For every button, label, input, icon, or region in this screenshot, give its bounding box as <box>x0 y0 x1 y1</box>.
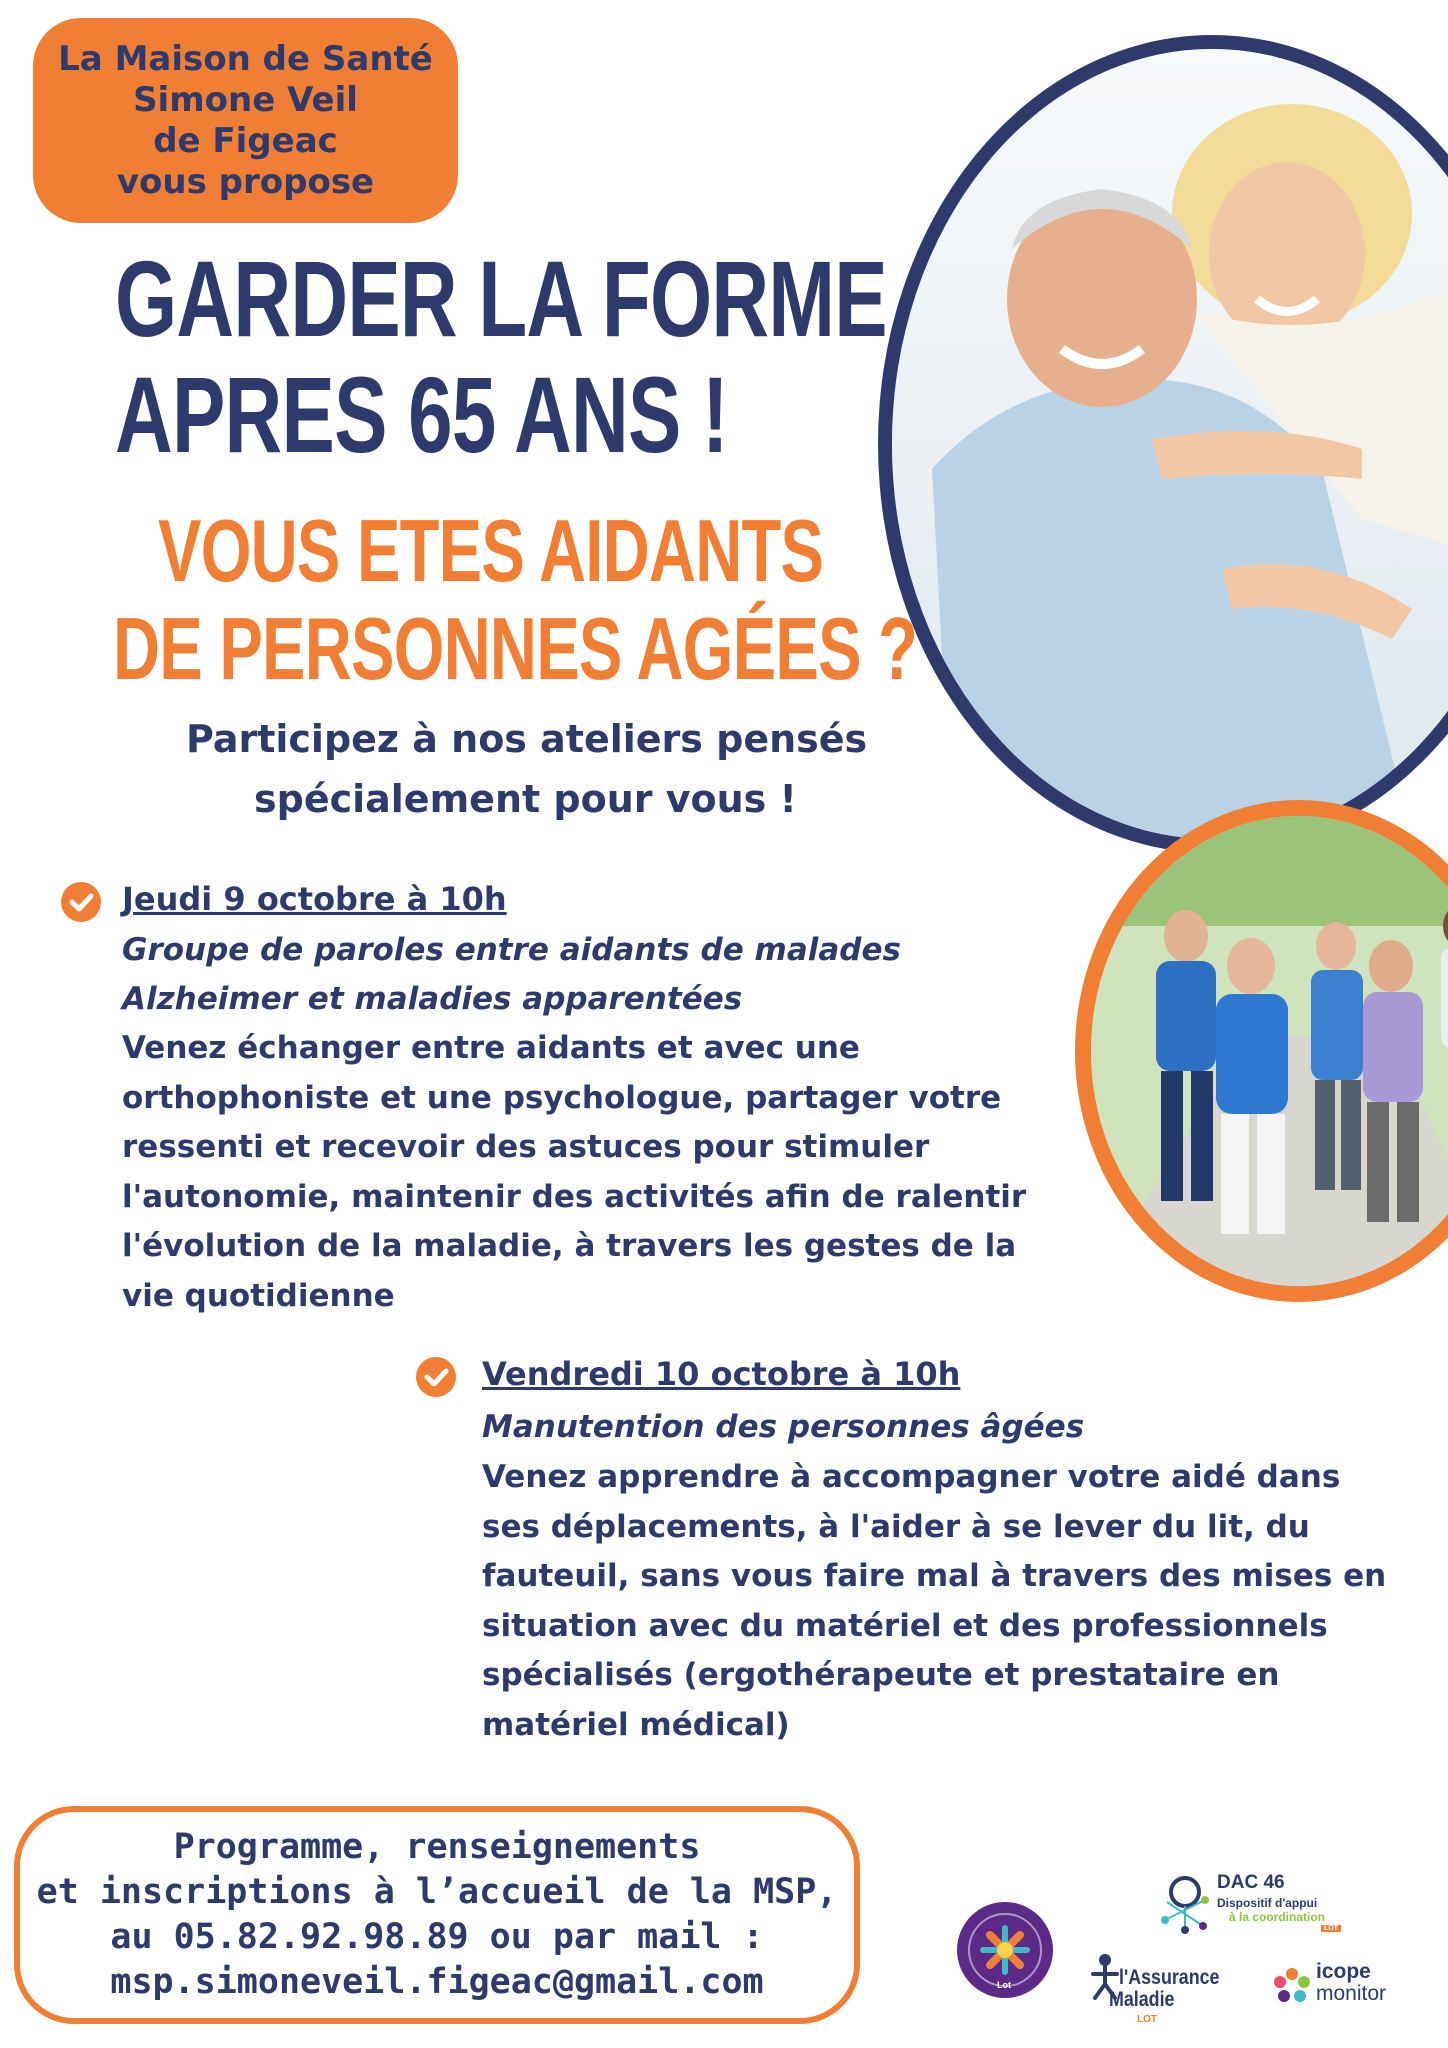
event-2-desc-line: fauteuil, sans vous faire mal à travers des mises en <box>482 1558 1387 1594</box>
event-2-title <box>482 1403 1084 1452</box>
event-1-description <box>122 1024 1026 1321</box>
intro-line-1: Participez à nos ateliers pensés <box>186 717 868 761</box>
intro-line-2: spécialement pour vous ! <box>254 777 797 821</box>
event-1-desc-line: l'autonomie, maintenir des activités afin de ralentir <box>122 1178 1027 1215</box>
headline-line-2: APRES 65 ANS ! <box>115 354 728 475</box>
event-1-title <box>122 926 901 1024</box>
contact-line-2: et inscriptions à l’accueil de la MSP, <box>36 1872 838 1912</box>
icope-monitor-logo <box>1270 1960 1420 2020</box>
event-1-desc-line: l'évolution de la maladie, à travers les gestes de la <box>122 1228 1017 1264</box>
check-icon <box>61 882 101 922</box>
event-2-desc-line: matériel médical) <box>482 1706 790 1743</box>
event-1-title-line: Alzheimer et maladies apparentées <box>122 981 743 1017</box>
event-1-title-line: Groupe de paroles entre aidants de malades <box>122 932 901 968</box>
event-1-desc-line: ressenti et recevoir des astuces pour stimuler <box>122 1129 930 1165</box>
event-2-desc-line: situation avec du matériel et des professionnels <box>482 1607 1328 1644</box>
dac-46-logo <box>1155 1870 1355 1940</box>
contact-box <box>14 1806 860 2024</box>
icope-line-1: icope <box>1316 1960 1371 1983</box>
assurance-maladie-logo <box>1085 1950 1245 2030</box>
event-2-desc-line: spécialisés (ergothérapeute et prestataire en <box>482 1657 1280 1693</box>
subheadline-line-1: VOUS ETES AIDANTS <box>158 501 824 600</box>
assurance-line-1: l'Assurance <box>1119 1966 1220 1989</box>
contact-line-1: Programme, renseignements <box>173 1827 701 1867</box>
contact-phone-line: au 05.82.92.98.89 ou par mail : <box>110 1917 764 1957</box>
event-1-desc-line: orthophoniste et une psychologue, partager votre <box>122 1079 1002 1116</box>
dac-title: DAC 46 <box>1217 1872 1285 1893</box>
dac-line-1: Dispositif d'appui <box>1217 1896 1318 1910</box>
badge-line-3: de Figeac <box>153 120 338 161</box>
event-1-desc-line: vie quotidienne <box>122 1277 395 1314</box>
cpts-logo <box>955 1900 1055 2000</box>
event-1-date: Jeudi 9 octobre à 10h <box>122 880 507 918</box>
badge-line-1: La Maison de Santé <box>58 38 433 79</box>
event-2-date: Vendredi 10 octobre à 10h <box>482 1355 961 1393</box>
check-icon <box>416 1357 456 1397</box>
assurance-tag: LOT <box>1137 2014 1157 2025</box>
organization-badge <box>33 18 458 223</box>
icope-line-2: monitor <box>1316 1982 1387 2005</box>
cpts-logo-tag: Lot <box>997 1980 1011 1990</box>
dac-tag: LOT <box>1321 1925 1341 1932</box>
badge-line-4: vous propose <box>116 161 375 202</box>
event-2-description <box>482 1453 1386 1750</box>
walking-group-photo <box>1075 800 1448 1302</box>
event-2-desc-line: Venez apprendre à accompagner votre aidé dans <box>482 1459 1341 1495</box>
event-2-title-line: Manutention des personnes âgées <box>482 1409 1085 1445</box>
seniors-couple-photo <box>878 35 1448 853</box>
event-2-desc-line: ses déplacements, à l'aider à se lever du lit, du <box>482 1508 1310 1545</box>
subheadline-line-2: DE PERSONNES AGÉES ? <box>113 599 918 698</box>
dac-line-2: à la coordination <box>1229 1910 1326 1924</box>
headline-line-1: GARDER LA FORME <box>115 238 887 359</box>
assurance-line-2: Maladie <box>1109 1988 1175 2011</box>
event-1-desc-line: Venez échanger entre aidants et avec une <box>122 1030 860 1066</box>
badge-line-2: Simone Veil <box>133 79 358 120</box>
contact-email-link[interactable]: msp.simoneveil.figeac@gmail.com <box>110 1962 764 2002</box>
